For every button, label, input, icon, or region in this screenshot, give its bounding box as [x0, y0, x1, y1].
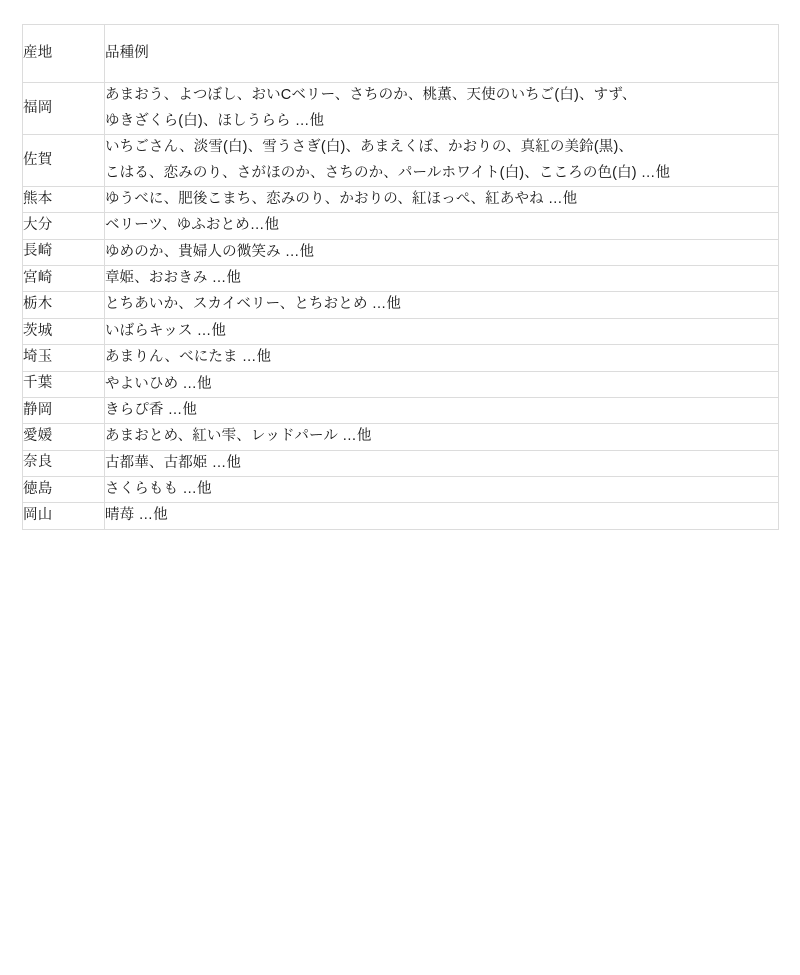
- column-header-region: 産地: [23, 25, 105, 83]
- table-row: [23, 135, 779, 187]
- variety-line: あまおとめ、紅い雫、レッドパール …他: [105, 428, 372, 445]
- variety-line: いちごさん、淡雪(白)、雪うさぎ(白)、あまえくぼ、かおりの、真紅の美鈴(黒)、: [105, 139, 634, 156]
- cell-varieties: [105, 186, 779, 212]
- table-row: [23, 239, 779, 265]
- cell-varieties: [105, 239, 779, 265]
- variety-line: とちあいか、スカイベリー、とちおとめ …他: [105, 296, 402, 313]
- variety-line: ゆきざくら(白)、ほしうらら …他: [105, 112, 325, 129]
- cell-varieties: [105, 424, 779, 450]
- cell-region: 千葉: [23, 371, 105, 397]
- cell-region: 栃木: [23, 292, 105, 318]
- variety-line: あまりん、べにたま …他: [105, 349, 272, 366]
- table-row: [23, 424, 779, 450]
- cell-region: 熊本: [23, 186, 105, 212]
- column-header-varieties: 品種例: [105, 25, 779, 83]
- cell-region: 福岡: [23, 83, 105, 135]
- variety-line: きらぴ香 …他: [105, 401, 198, 418]
- cell-region: 茨城: [23, 318, 105, 344]
- cell-varieties: [105, 371, 779, 397]
- table-row: [23, 318, 779, 344]
- cell-region: 愛媛: [23, 424, 105, 450]
- table-body: [23, 25, 779, 530]
- cell-varieties: [105, 213, 779, 239]
- table-row: [23, 292, 779, 318]
- cell-region: 岡山: [23, 503, 105, 529]
- table-header-row: [23, 25, 779, 83]
- cell-varieties: [105, 266, 779, 292]
- cell-varieties: [105, 292, 779, 318]
- cell-region: 埼玉: [23, 345, 105, 371]
- cell-region: 佐賀: [23, 135, 105, 187]
- cell-varieties: [105, 450, 779, 476]
- variety-line: あまおう、よつぼし、おいCベリー、さちのか、桃薫、天使のいちご(白)、すず、: [105, 87, 637, 104]
- cell-region: 長崎: [23, 239, 105, 265]
- table-row: [23, 371, 779, 397]
- cell-varieties: [105, 318, 779, 344]
- cell-varieties: [105, 397, 779, 423]
- variety-line: 晴苺 …他: [105, 507, 168, 524]
- cell-varieties: [105, 83, 779, 135]
- variety-line: いばらキッス …他: [105, 322, 227, 339]
- table-row: [23, 345, 779, 371]
- variety-line: こはる、恋みのり、さがほのか、さちのか、パールホワイト(白)、こころの色(白) …他: [105, 164, 671, 181]
- cell-region: 静岡: [23, 397, 105, 423]
- table-row: [23, 266, 779, 292]
- cell-varieties: [105, 345, 779, 371]
- table-row: [23, 186, 779, 212]
- variety-line: 古都華、古都姫 …他: [105, 454, 241, 471]
- variety-line: 章姫、おおきみ …他: [105, 270, 241, 286]
- cell-region: 大分: [23, 213, 105, 239]
- variety-line: ゆめのか、貴婦人の微笑み …他: [105, 243, 315, 260]
- cell-varieties: [105, 135, 779, 187]
- cell-region: 宮崎: [23, 266, 105, 292]
- variety-line: さくらもも …他: [105, 481, 212, 497]
- variety-line: やよいひめ …他: [105, 375, 212, 392]
- strawberry-variety-table: [22, 24, 779, 530]
- table-row: [23, 503, 779, 529]
- cell-varieties: [105, 503, 779, 529]
- table-row: [23, 397, 779, 423]
- variety-line: ゆうべに、肥後こまち、恋みのり、かおりの、紅ほっぺ、紅あやね …他: [105, 190, 578, 207]
- table-row: [23, 213, 779, 239]
- table-row: [23, 450, 779, 476]
- variety-line: ベリーツ、ゆふおとめ…他: [105, 217, 280, 234]
- cell-region: 徳島: [23, 477, 105, 503]
- cell-varieties: [105, 477, 779, 503]
- table-row: [23, 83, 779, 135]
- table-row: [23, 477, 779, 503]
- cell-region: 奈良: [23, 450, 105, 476]
